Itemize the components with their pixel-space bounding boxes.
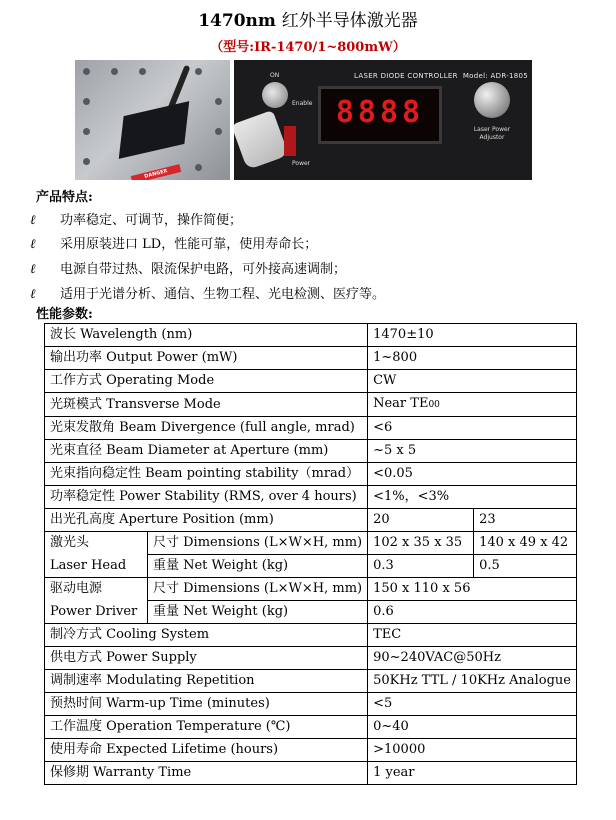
power-switch — [284, 126, 296, 156]
table-row — [45, 532, 577, 555]
table-row — [45, 601, 577, 624]
table-row — [45, 739, 577, 762]
table-row — [45, 762, 577, 785]
spec-value: 1 year — [368, 762, 577, 785]
spec-value: 0.6 — [368, 601, 577, 624]
spec-value: 102 x 35 x 35 — [368, 532, 474, 555]
spec-value: 90~240VAC@50Hz — [368, 647, 577, 670]
spec-label: 光斑模式 Transverse Mode — [45, 393, 368, 417]
specs-heading: 性能参数: — [36, 307, 93, 322]
laser-head-photo — [75, 60, 230, 180]
spec-label: 工作方式 Operating Mode — [45, 370, 368, 393]
group-label-en: Laser Head — [45, 555, 148, 578]
spec-value: <1%，<3% — [368, 486, 577, 509]
group-label-en: Power Driver — [45, 601, 148, 624]
table-row — [45, 417, 577, 440]
enable-label: Enable — [292, 100, 313, 107]
spec-label: 出光孔高度 Aperture Position (mm) — [45, 509, 368, 532]
feature-item: ℓ 电源自带过热、限流保护电路，可外接高速调制； — [30, 262, 347, 277]
table-row — [45, 693, 577, 716]
on-label: ON — [270, 72, 280, 79]
spec-value: CW — [368, 370, 577, 393]
spec-value: <5 — [368, 693, 577, 716]
spec-label: 输出功率 Output Power (mW) — [45, 347, 368, 370]
spec-label: 尺寸 Dimensions (L×W×H, mm) — [147, 532, 367, 555]
feature-item: ℓ 适用于光谱分析、通信、生物工程、光电检测、医疗等。 — [30, 287, 386, 302]
spec-label: 制冷方式 Cooling System — [45, 624, 368, 647]
spec-label: 光束发散角 Beam Divergence (full angle, mrad) — [45, 417, 368, 440]
spec-label: 光束指向稳定性 Beam pointing stability（mrad） — [45, 463, 368, 486]
spec-value: TEC — [368, 624, 577, 647]
title-wavelength: 1470nm — [198, 11, 276, 31]
spec-label: 波长 Wavelength (nm) — [45, 324, 368, 347]
bullet-icon: ℓ — [30, 213, 36, 228]
danger-label — [131, 164, 181, 180]
laser-body — [119, 101, 190, 159]
spec-value: 50KHz TTL / 10KHz Analogue — [368, 670, 577, 693]
power-label: Power — [292, 160, 311, 167]
group-label-cn: 激光头 — [45, 532, 148, 555]
table-row — [45, 716, 577, 739]
feature-item: ℓ 采用原装进口 LD，性能可靠，使用寿命长； — [30, 237, 318, 252]
spec-value-alt: 0.5 — [474, 555, 577, 578]
spec-label: 尺寸 Dimensions (L×W×H, mm) — [147, 578, 367, 601]
controller-photo — [234, 60, 532, 180]
knob-label: Laser Power Adjustor — [473, 126, 511, 141]
spec-label: 使用寿命 Expected Lifetime (hours) — [45, 739, 368, 762]
table-row — [45, 347, 577, 370]
spec-label: 供电方式 Power Supply — [45, 647, 368, 670]
spec-label: 保修期 Warranty Time — [45, 762, 368, 785]
spec-value: >10000 — [368, 739, 577, 762]
spec-label: 重量 Net Weight (kg) — [147, 601, 367, 624]
table-row — [45, 486, 577, 509]
bullet-icon: ℓ — [30, 262, 36, 277]
table-row — [45, 370, 577, 393]
spec-value: Near TE00 — [368, 393, 577, 417]
table-row — [45, 555, 577, 578]
spec-value-alt: 23 — [474, 509, 577, 532]
led-display-value: 8888 — [335, 95, 425, 130]
panel-title: LASER DIODE CONTROLLER Model: ADR-1805 — [354, 72, 529, 80]
spec-value: 0~40 — [368, 716, 577, 739]
spec-value-alt: 140 x 49 x 42 — [474, 532, 577, 555]
table-row — [45, 393, 577, 417]
power-adjust-knob — [474, 82, 510, 118]
features-heading: 产品特点: — [36, 190, 93, 205]
spec-label: 重量 Net Weight (kg) — [147, 555, 367, 578]
spec-label: 调制速率 Modulating Repetition — [45, 670, 368, 693]
table-row — [45, 463, 577, 486]
mode-subscript: 00 — [428, 400, 440, 410]
table-row — [45, 324, 577, 347]
table-row — [45, 440, 577, 463]
spec-value: 1~800 — [368, 347, 577, 370]
spec-value: 20 — [368, 509, 474, 532]
spec-value: 1470±10 — [368, 324, 577, 347]
spec-label: 光束直径 Beam Diameter at Aperture (mm) — [45, 440, 368, 463]
spec-value: ~5 x 5 — [368, 440, 577, 463]
feature-item: ℓ 功率稳定、可调节，操作简便； — [30, 213, 243, 228]
bullet-icon: ℓ — [30, 287, 36, 302]
danger-label-text: DANGER — [143, 168, 169, 180]
group-label-cn: 驱动电源 — [45, 578, 148, 601]
spec-label: 功率稳定性 Power Stability (RMS, over 4 hours) — [45, 486, 368, 509]
table-row — [45, 509, 577, 532]
spec-table — [44, 323, 577, 785]
key-icon — [234, 110, 289, 170]
spec-value: 150 x 110 x 56 — [368, 578, 577, 601]
spec-value: 0.3 — [368, 555, 474, 578]
spec-label: 工作温度 Operation Temperature (℃) — [45, 716, 368, 739]
spec-value: <0.05 — [368, 463, 577, 486]
title-product-name: 红外半导体激光器 — [281, 11, 418, 31]
table-row — [45, 624, 577, 647]
table-row — [45, 578, 577, 601]
spec-label: 预热时间 Warm-up Time (minutes) — [45, 693, 368, 716]
spec-value: <6 — [368, 417, 577, 440]
key-lock — [262, 82, 288, 108]
bullet-icon: ℓ — [30, 237, 36, 252]
page-title — [0, 6, 616, 31]
table-row — [45, 647, 577, 670]
model-subtitle: （型号:IR-1470/1~800mW） — [210, 40, 406, 55]
led-display — [318, 86, 442, 144]
table-row — [45, 670, 577, 693]
